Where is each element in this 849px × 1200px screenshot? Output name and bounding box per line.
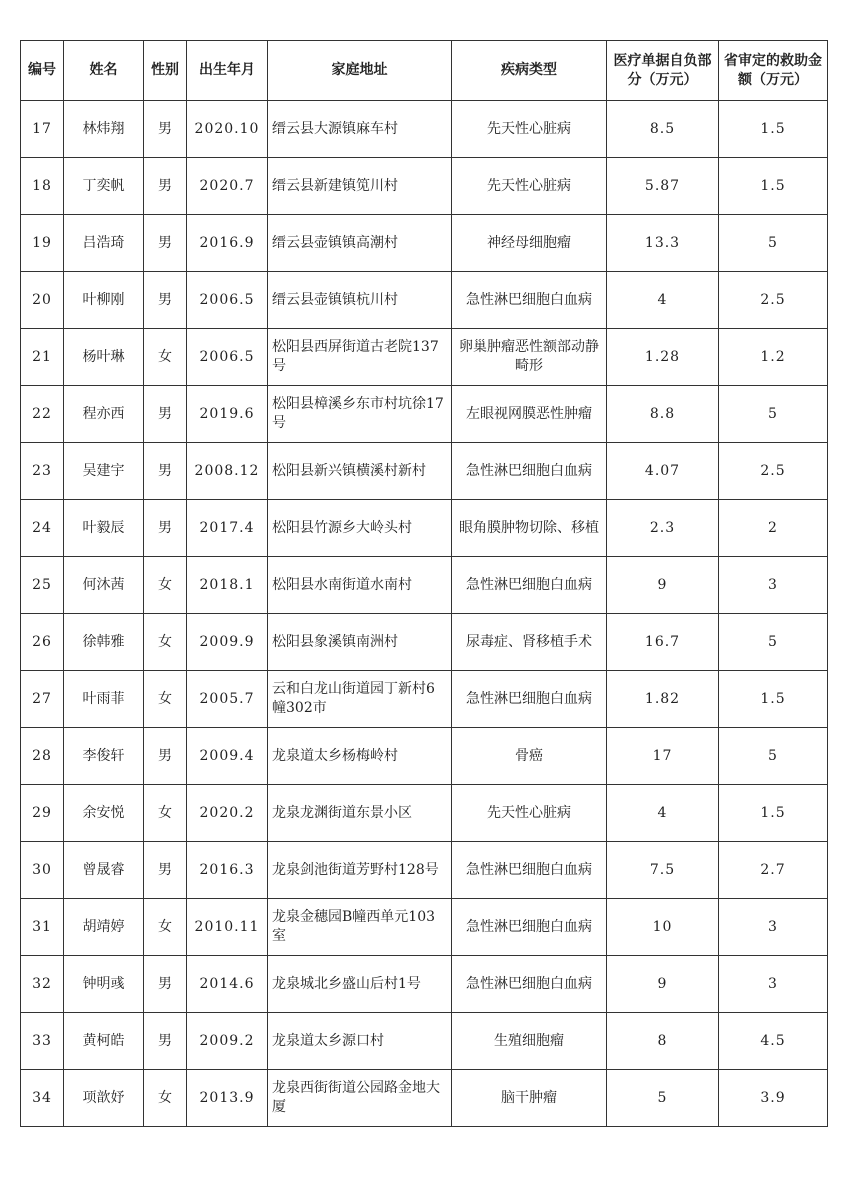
cell-gender: 男 <box>144 215 187 272</box>
table-row <box>21 671 828 728</box>
cell-gender: 女 <box>144 329 187 386</box>
cell-name: 胡靖婷 <box>64 899 144 956</box>
cell-birth: 2009.4 <box>187 728 268 785</box>
table-row <box>21 557 828 614</box>
cell-gender: 男 <box>144 272 187 329</box>
cell-medical-cost: 13.3 <box>607 215 719 272</box>
cell-address: 龙泉剑池街道芳野村128号 <box>268 842 452 899</box>
table-row <box>21 1013 828 1070</box>
cell-gender: 女 <box>144 785 187 842</box>
cell-aid-amount: 3.9 <box>719 1070 828 1127</box>
table-row <box>21 614 828 671</box>
table-row <box>21 272 828 329</box>
cell-id: 31 <box>21 899 64 956</box>
table-row <box>21 158 828 215</box>
cell-disease: 急性淋巴细胞白血病 <box>452 899 607 956</box>
cell-aid-amount: 2.7 <box>719 842 828 899</box>
header-id: 编号 <box>21 41 64 101</box>
cell-address: 松阳县西屏街道古老院137号 <box>268 329 452 386</box>
cell-disease: 眼角膜肿物切除、移植 <box>452 500 607 557</box>
cell-address: 龙泉金穗园B幢西单元103室 <box>268 899 452 956</box>
cell-birth: 2020.7 <box>187 158 268 215</box>
table-row <box>21 728 828 785</box>
table-row <box>21 386 828 443</box>
cell-aid-amount: 2 <box>719 500 828 557</box>
cell-medical-cost: 9 <box>607 557 719 614</box>
cell-name: 丁奕帆 <box>64 158 144 215</box>
cell-address: 松阳县新兴镇横溪村新村 <box>268 443 452 500</box>
header-name: 姓名 <box>64 41 144 101</box>
cell-name: 叶雨菲 <box>64 671 144 728</box>
cell-birth: 2018.1 <box>187 557 268 614</box>
cell-id: 18 <box>21 158 64 215</box>
cell-disease: 卵巢肿瘤恶性额部动静畸形 <box>452 329 607 386</box>
cell-id: 24 <box>21 500 64 557</box>
cell-aid-amount: 1.5 <box>719 785 828 842</box>
cell-name: 项歆妤 <box>64 1070 144 1127</box>
cell-birth: 2020.10 <box>187 101 268 158</box>
cell-birth: 2006.5 <box>187 272 268 329</box>
cell-aid-amount: 4.5 <box>719 1013 828 1070</box>
cell-medical-cost: 16.7 <box>607 614 719 671</box>
cell-medical-cost: 8.5 <box>607 101 719 158</box>
cell-aid-amount: 3 <box>719 956 828 1013</box>
cell-birth: 2016.9 <box>187 215 268 272</box>
cell-gender: 男 <box>144 728 187 785</box>
cell-birth: 2006.5 <box>187 329 268 386</box>
cell-name: 黄柯皓 <box>64 1013 144 1070</box>
table-row <box>21 215 828 272</box>
table-row <box>21 899 828 956</box>
cell-disease: 急性淋巴细胞白血病 <box>452 842 607 899</box>
cell-gender: 女 <box>144 614 187 671</box>
cell-gender: 男 <box>144 101 187 158</box>
cell-id: 32 <box>21 956 64 1013</box>
table-row <box>21 101 828 158</box>
cell-disease: 急性淋巴细胞白血病 <box>452 443 607 500</box>
header-address: 家庭地址 <box>268 41 452 101</box>
cell-medical-cost: 7.5 <box>607 842 719 899</box>
cell-gender: 男 <box>144 842 187 899</box>
cell-aid-amount: 1.5 <box>719 158 828 215</box>
cell-id: 27 <box>21 671 64 728</box>
cell-name: 杨叶琳 <box>64 329 144 386</box>
cell-birth: 2010.11 <box>187 899 268 956</box>
cell-aid-amount: 5 <box>719 215 828 272</box>
cell-address: 缙云县壶镇镇杭川村 <box>268 272 452 329</box>
cell-disease: 脑干肿瘤 <box>452 1070 607 1127</box>
cell-birth: 2016.3 <box>187 842 268 899</box>
cell-disease: 急性淋巴细胞白血病 <box>452 272 607 329</box>
cell-name: 何沐茜 <box>64 557 144 614</box>
cell-id: 29 <box>21 785 64 842</box>
cell-aid-amount: 5 <box>719 728 828 785</box>
cell-name: 程亦西 <box>64 386 144 443</box>
cell-address: 云和白龙山街道园丁新村6幢302市 <box>268 671 452 728</box>
table-row <box>21 443 828 500</box>
cell-gender: 男 <box>144 956 187 1013</box>
cell-address: 龙泉道太乡源口村 <box>268 1013 452 1070</box>
aid-recipients-table <box>20 40 828 1127</box>
cell-address: 龙泉城北乡盛山后村1号 <box>268 956 452 1013</box>
cell-id: 26 <box>21 614 64 671</box>
cell-medical-cost: 1.28 <box>607 329 719 386</box>
cell-name: 徐韩雅 <box>64 614 144 671</box>
cell-name: 余安悦 <box>64 785 144 842</box>
table-row <box>21 956 828 1013</box>
cell-address: 缙云县壶镇镇高潮村 <box>268 215 452 272</box>
cell-disease: 左眼视网膜恶性肿瘤 <box>452 386 607 443</box>
cell-medical-cost: 4.07 <box>607 443 719 500</box>
cell-gender: 女 <box>144 671 187 728</box>
cell-id: 20 <box>21 272 64 329</box>
cell-medical-cost: 17 <box>607 728 719 785</box>
cell-id: 17 <box>21 101 64 158</box>
cell-id: 22 <box>21 386 64 443</box>
cell-birth: 2008.12 <box>187 443 268 500</box>
cell-aid-amount: 5 <box>719 614 828 671</box>
cell-id: 21 <box>21 329 64 386</box>
cell-name: 李俊轩 <box>64 728 144 785</box>
cell-medical-cost: 5 <box>607 1070 719 1127</box>
cell-gender: 男 <box>144 158 187 215</box>
cell-address: 龙泉西街街道公园路金地大厦 <box>268 1070 452 1127</box>
cell-id: 19 <box>21 215 64 272</box>
cell-disease: 先天性心脏病 <box>452 101 607 158</box>
cell-gender: 男 <box>144 386 187 443</box>
cell-aid-amount: 1.2 <box>719 329 828 386</box>
cell-birth: 2009.2 <box>187 1013 268 1070</box>
cell-name: 吕浩琦 <box>64 215 144 272</box>
cell-aid-amount: 3 <box>719 557 828 614</box>
cell-address: 松阳县樟溪乡东市村坑徐17号 <box>268 386 452 443</box>
cell-gender: 男 <box>144 1013 187 1070</box>
cell-disease: 急性淋巴细胞白血病 <box>452 557 607 614</box>
cell-gender: 男 <box>144 443 187 500</box>
cell-disease: 尿毒症、肾移植手术 <box>452 614 607 671</box>
table-row <box>21 500 828 557</box>
cell-disease: 先天性心脏病 <box>452 785 607 842</box>
cell-birth: 2014.6 <box>187 956 268 1013</box>
table-body <box>21 101 828 1127</box>
cell-medical-cost: 4 <box>607 272 719 329</box>
table-row <box>21 1070 828 1127</box>
cell-medical-cost: 4 <box>607 785 719 842</box>
table-row <box>21 842 828 899</box>
cell-aid-amount: 2.5 <box>719 443 828 500</box>
cell-address: 松阳县水南街道水南村 <box>268 557 452 614</box>
cell-medical-cost: 9 <box>607 956 719 1013</box>
header-gender: 性别 <box>144 41 187 101</box>
cell-disease: 急性淋巴细胞白血病 <box>452 956 607 1013</box>
cell-address: 缙云县新建镇笕川村 <box>268 158 452 215</box>
cell-address: 松阳县象溪镇南洲村 <box>268 614 452 671</box>
cell-id: 25 <box>21 557 64 614</box>
cell-address: 松阳县竹源乡大岭头村 <box>268 500 452 557</box>
cell-name: 钟明彧 <box>64 956 144 1013</box>
cell-address: 龙泉龙渊街道东景小区 <box>268 785 452 842</box>
cell-medical-cost: 5.87 <box>607 158 719 215</box>
header-medical-cost: 医疗单据自负部分（万元） <box>607 41 719 101</box>
cell-medical-cost: 8.8 <box>607 386 719 443</box>
cell-name: 叶毅辰 <box>64 500 144 557</box>
cell-address: 缙云县大源镇麻车村 <box>268 101 452 158</box>
cell-aid-amount: 3 <box>719 899 828 956</box>
cell-aid-amount: 1.5 <box>719 101 828 158</box>
cell-name: 林炜翔 <box>64 101 144 158</box>
header-aid-amount: 省审定的救助金额（万元） <box>719 41 828 101</box>
cell-birth: 2009.9 <box>187 614 268 671</box>
cell-id: 23 <box>21 443 64 500</box>
table-row <box>21 329 828 386</box>
cell-disease: 先天性心脏病 <box>452 158 607 215</box>
cell-name: 吴建宇 <box>64 443 144 500</box>
cell-medical-cost: 10 <box>607 899 719 956</box>
cell-id: 30 <box>21 842 64 899</box>
cell-id: 34 <box>21 1070 64 1127</box>
cell-gender: 女 <box>144 557 187 614</box>
header-disease: 疾病类型 <box>452 41 607 101</box>
cell-birth: 2017.4 <box>187 500 268 557</box>
cell-disease: 急性淋巴细胞白血病 <box>452 671 607 728</box>
cell-gender: 女 <box>144 899 187 956</box>
cell-medical-cost: 2.3 <box>607 500 719 557</box>
cell-medical-cost: 8 <box>607 1013 719 1070</box>
cell-disease: 骨癌 <box>452 728 607 785</box>
cell-aid-amount: 5 <box>719 386 828 443</box>
cell-birth: 2005.7 <box>187 671 268 728</box>
cell-medical-cost: 1.82 <box>607 671 719 728</box>
table-header-row <box>21 41 828 101</box>
cell-birth: 2013.9 <box>187 1070 268 1127</box>
cell-birth: 2019.6 <box>187 386 268 443</box>
cell-id: 28 <box>21 728 64 785</box>
cell-name: 叶柳刚 <box>64 272 144 329</box>
cell-birth: 2020.2 <box>187 785 268 842</box>
table-row <box>21 785 828 842</box>
cell-gender: 男 <box>144 500 187 557</box>
cell-name: 曾晟睿 <box>64 842 144 899</box>
header-birth: 出生年月 <box>187 41 268 101</box>
cell-disease: 神经母细胞瘤 <box>452 215 607 272</box>
cell-aid-amount: 1.5 <box>719 671 828 728</box>
cell-aid-amount: 2.5 <box>719 272 828 329</box>
cell-id: 33 <box>21 1013 64 1070</box>
cell-gender: 女 <box>144 1070 187 1127</box>
cell-address: 龙泉道太乡杨梅岭村 <box>268 728 452 785</box>
cell-disease: 生殖细胞瘤 <box>452 1013 607 1070</box>
